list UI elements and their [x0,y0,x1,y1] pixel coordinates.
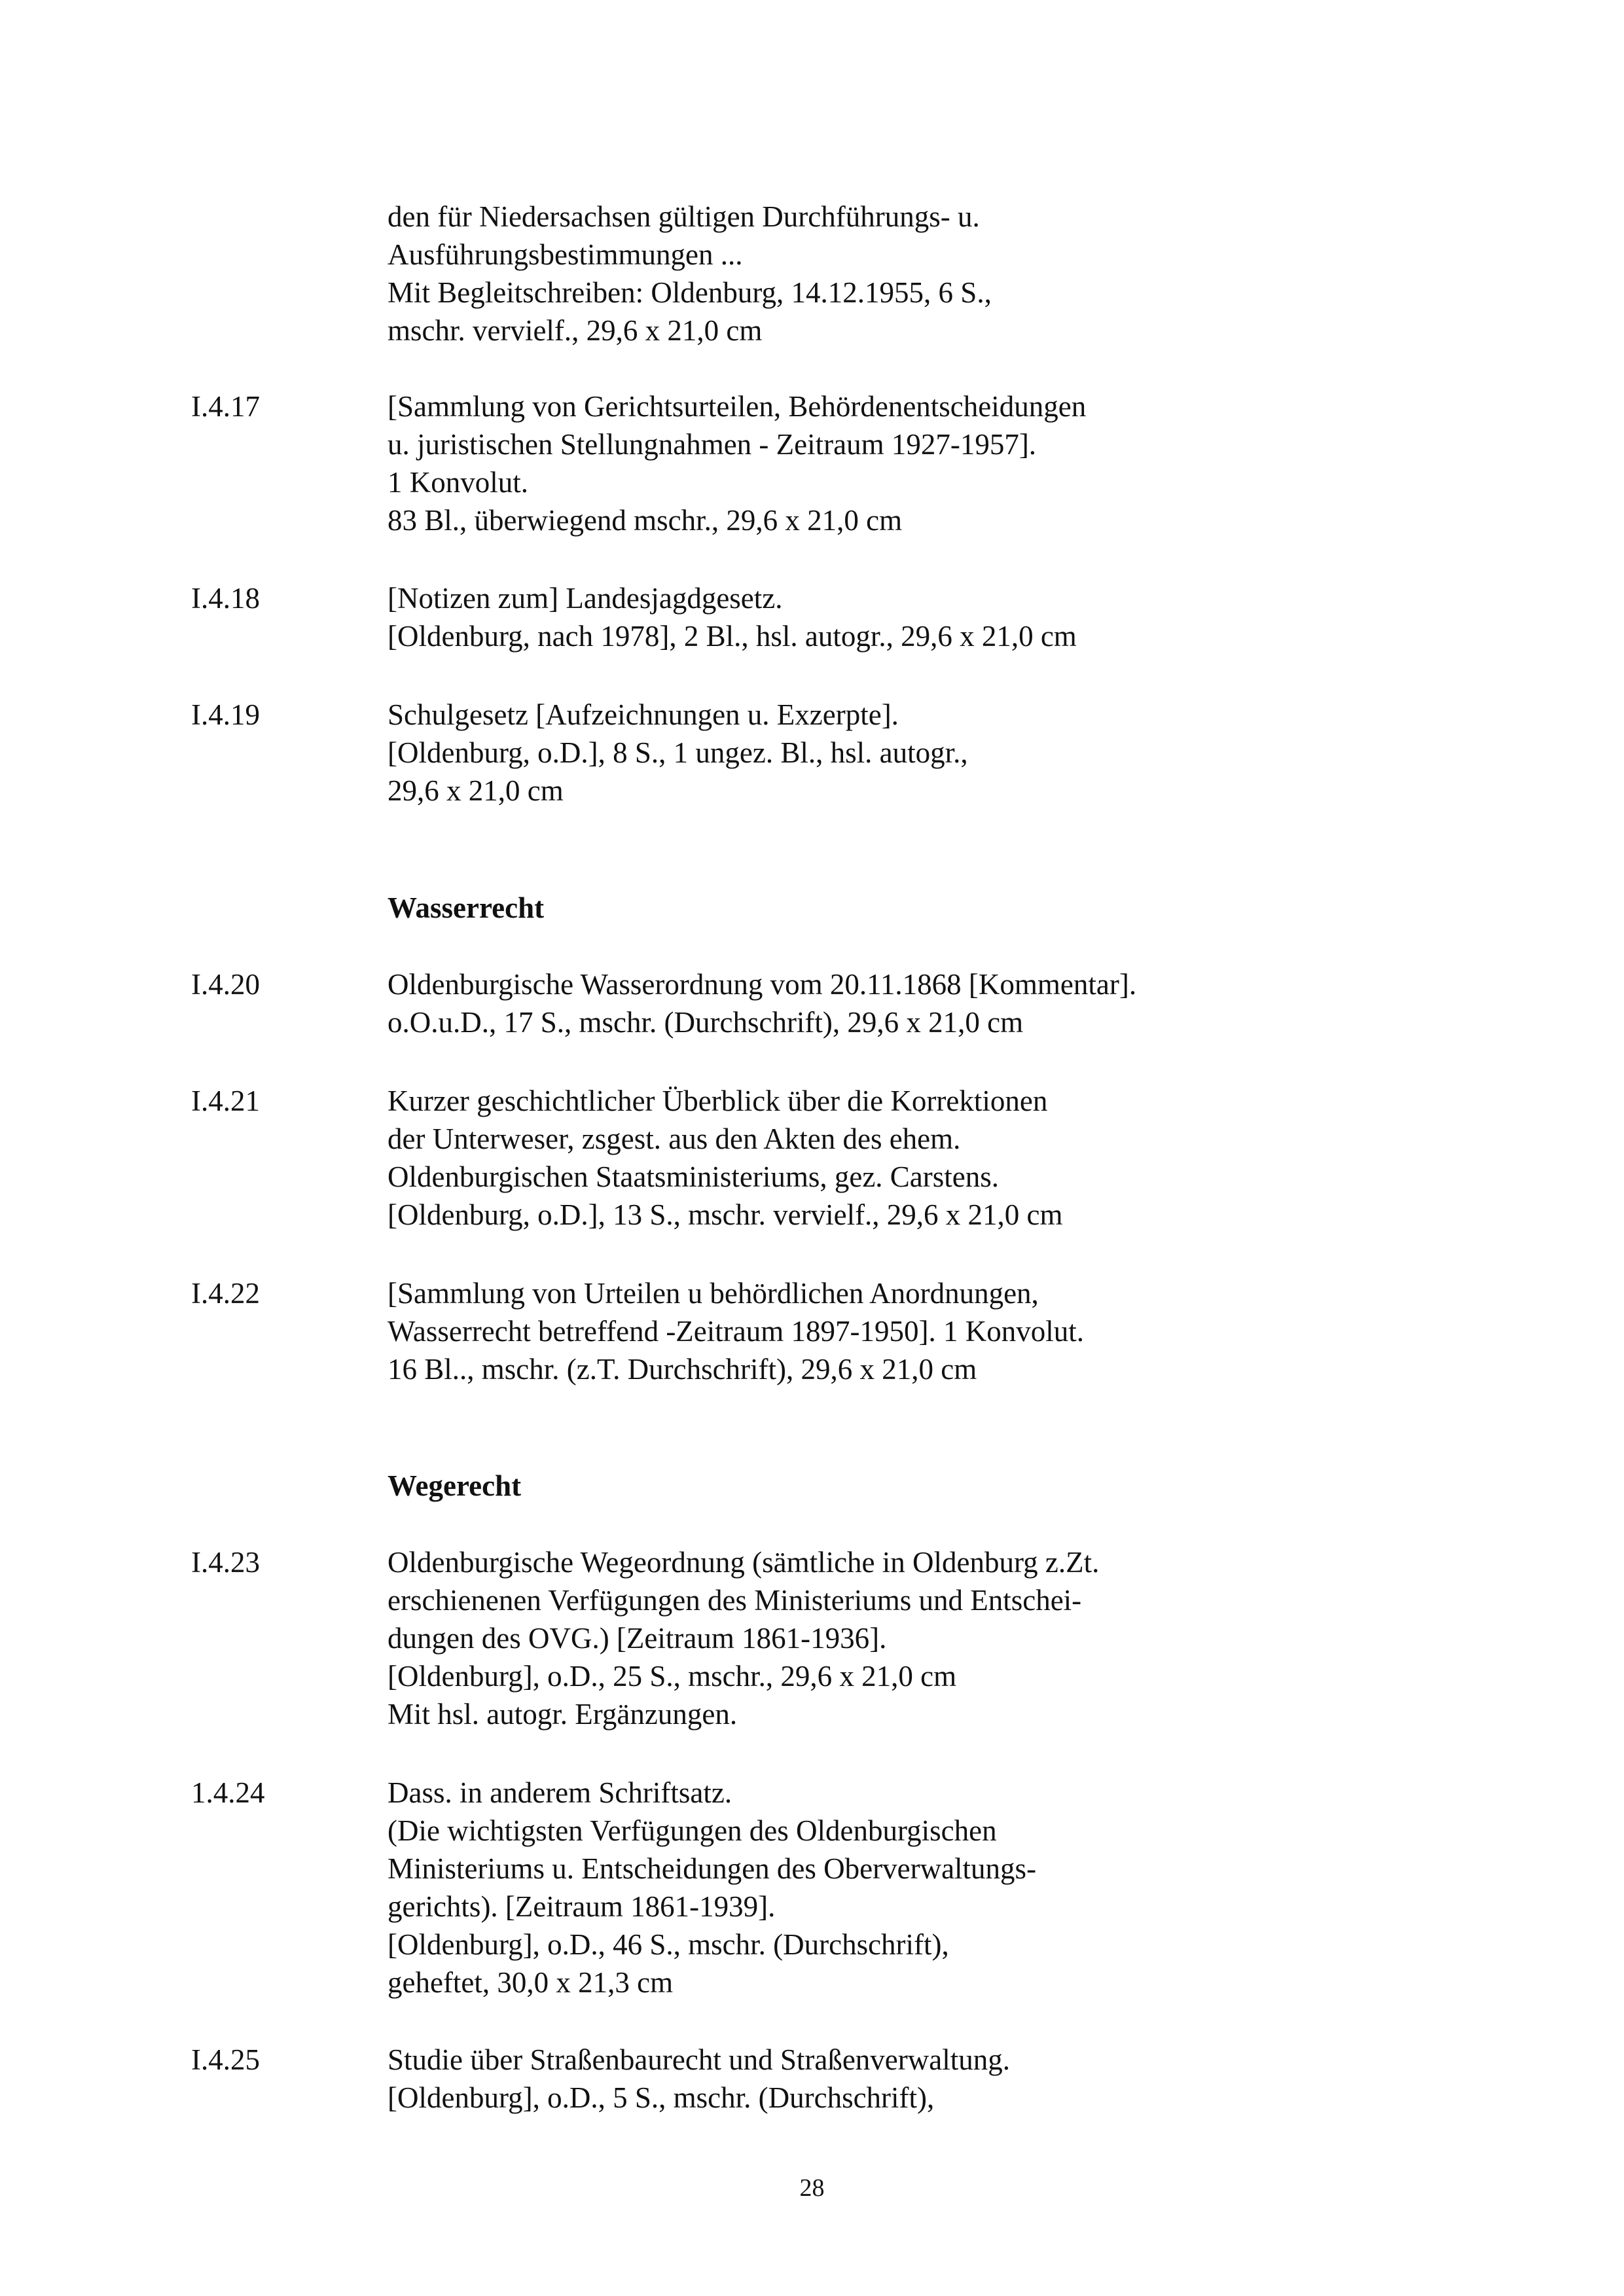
entry-line: (Die wichtigsten Verfügungen des Oldenburgischen [388,1814,997,1847]
entry-line: [Sammlung von Urteilen u behördlichen Anordnungen, [388,1277,1039,1310]
entry-text [388,965,1136,1041]
entry-line: [Oldenburg, o.D.], 8 S., 1 ungez. Bl., hsl. autogr., [388,736,968,769]
entry-text [388,1274,1084,1388]
entry-line: [Oldenburg], o.D., 46 S., mschr. (Durchschrift), [388,1928,949,1961]
entry-line: Wasserrecht betreffend -Zeitraum 1897-1950]. 1 Konvolut. [388,1315,1084,1348]
entry-number: 1.4.24 [191,1776,265,1809]
entry-line: [Oldenburg], o.D., 25 S., mschr., 29,6 x 21,0 cm [388,1660,957,1693]
entry-number: I.4.23 [191,1546,260,1579]
entry-line: Ausführungsbestimmungen ... [388,238,743,271]
entry-line: Oldenburgische Wasserordnung vom 20.11.1868 [Kommentar]. [388,968,1137,1001]
entry-line: o.O.u.D., 17 S., mschr. (Durchschrift), 29,6 x 21,0 cm [388,1006,1024,1039]
entry-text [388,1774,1036,2001]
entry-line: Ministeriums u. Entscheidungen des Oberverwaltungs- [388,1852,1037,1885]
entry-line: 83 Bl., überwiegend mschr., 29,6 x 21,0 cm [388,504,903,537]
entry-line: [Oldenburg, nach 1978], 2 Bl., hsl. autogr., 29,6 x 21,0 cm [388,620,1077,653]
entry-line: u. juristischen Stellungnahmen - Zeitraum 1927-1957]. [388,428,1037,461]
section-heading: Wegerecht [388,1469,522,1502]
entry-line: Schulgesetz [Aufzeichnungen u. Exzerpte]. [388,698,899,731]
entry-text [388,1543,1099,1733]
entry-line: dungen des OVG.) [Zeitraum 1861-1936]. [388,1622,887,1655]
entry-text [388,696,968,810]
entry-line: gerichts). [Zeitraum 1861-1939]. [388,1890,776,1923]
section-heading: Wasserrecht [388,891,545,924]
entry-line: der Unterweser, zsgest. aus den Akten des ehem. [388,1122,961,1155]
entry-line: [Oldenburg], o.D., 5 S., mschr. (Durchschrift), [388,2081,935,2114]
entry-text [388,2041,1010,2117]
entry-number: I.4.20 [191,968,260,1001]
entry-line: geheftet, 30,0 x 21,3 cm [388,1966,674,1999]
entry-line: [Notizen zum] Landesjagdgesetz. [388,582,783,615]
entry-number: I.4.22 [191,1277,260,1310]
entry-line: 29,6 x 21,0 cm [388,774,564,807]
entry-text [388,387,1086,539]
page-number: 28 [799,2174,825,2202]
entry-number: I.4.19 [191,698,260,731]
entry-number: I.4.21 [191,1085,260,1117]
entry-number: I.4.18 [191,582,260,615]
entry-number: I.4.25 [191,2043,260,2076]
entry-line: Mit hsl. autogr. Ergänzungen. [388,1698,738,1731]
entry-line: Mit Begleitschreiben: Oldenburg, 14.12.1955, 6 S., [388,276,992,309]
entry-line: Oldenburgische Wegeordnung (sämtliche in Oldenburg z.Zt. [388,1546,1100,1579]
entry-text [388,198,992,350]
entry-line: Oldenburgischen Staatsministeriums, gez. Carstens. [388,1160,1000,1193]
entry-line: erschienenen Verfügungen des Ministeriums und Entschei- [388,1584,1082,1617]
entry-line: mschr. vervielf., 29,6 x 21,0 cm [388,314,763,347]
entry-line: 1 Konvolut. [388,466,529,499]
entry-text [388,1082,1063,1234]
entry-line: Kurzer geschichtlicher Überblick über die Korrektionen [388,1085,1048,1117]
entry-line: 16 Bl.., mschr. (z.T. Durchschrift), 29,6 x 21,0 cm [388,1353,977,1386]
entry-line: den für Niedersachsen gültigen Durchführungs- u. [388,200,980,233]
entry-line: [Sammlung von Gerichtsurteilen, Behördenentscheidungen [388,390,1087,423]
entry-line: Studie über Straßenbaurecht und Straßenverwaltung. [388,2043,1010,2076]
entry-line: [Oldenburg, o.D.], 13 S., mschr. vervielf., 29,6 x 21,0 cm [388,1198,1063,1231]
entry-number: I.4.17 [191,390,260,423]
entry-line: Dass. in anderem Schriftsatz. [388,1776,732,1809]
entry-text [388,579,1077,655]
